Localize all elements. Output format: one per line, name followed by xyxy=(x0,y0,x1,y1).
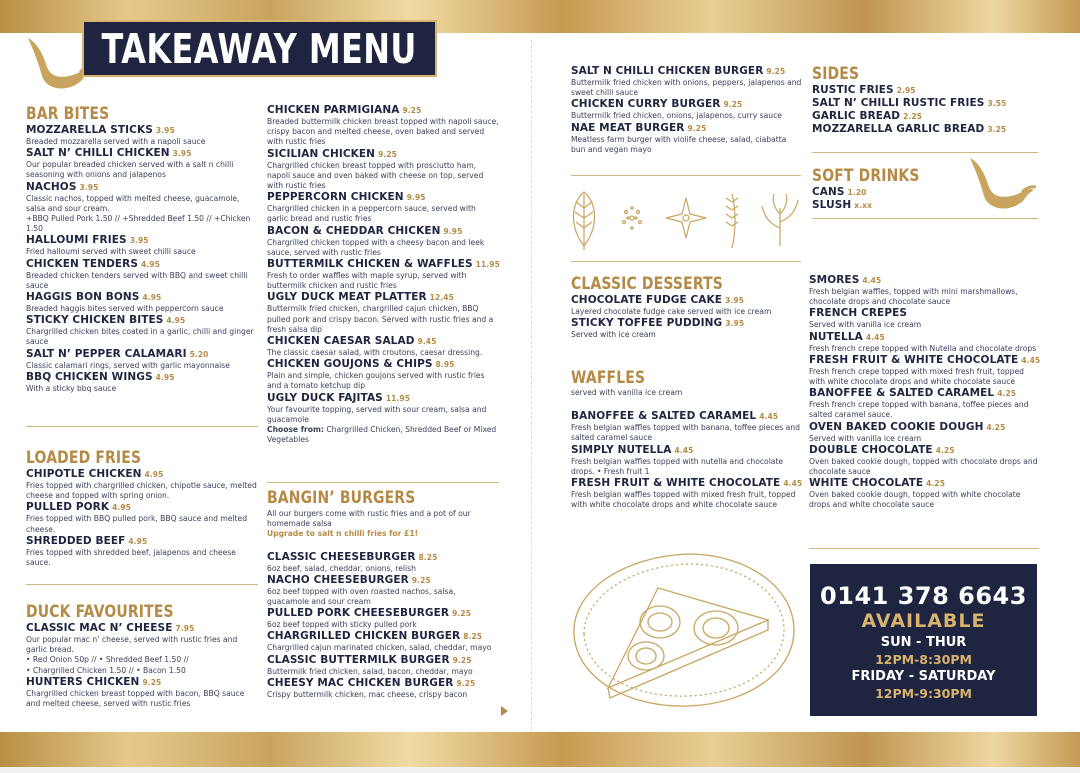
item-name: NUTELLA xyxy=(809,330,863,343)
item-desc: Breaded mozzarella served with a napoli sauce xyxy=(26,137,206,146)
item-price: 9.25 xyxy=(142,677,162,687)
item-name: UGLY DUCK MEAT PLATTER xyxy=(267,291,427,304)
item-name: CHICKEN TENDERS xyxy=(26,257,139,270)
item-price: 9.25 xyxy=(452,655,472,665)
soft-drinks-title: SOFT DRINKS xyxy=(812,166,920,186)
item-desc: Buttermilk fried chicken, salad, bacon, cheddar, mayo xyxy=(267,666,473,676)
duck-item xyxy=(26,622,258,676)
item-price: 3.95 xyxy=(155,126,175,135)
soft-drinks-section xyxy=(812,166,962,212)
item-name: SALT N’ PEPPER CALAMARI xyxy=(26,347,187,360)
soft-drinks-list xyxy=(812,186,962,212)
item-name: CHICKEN CAESAR SALAD xyxy=(267,335,415,348)
item-desc: Oven baked cookie dough, topped with white chocolate drops and white chocolate sauce xyxy=(809,490,1021,510)
item-price: 5.20 xyxy=(189,349,209,359)
sides-title: SIDES xyxy=(812,64,860,84)
menu-item xyxy=(267,225,499,258)
choose-label: Choose from: xyxy=(267,425,324,435)
item-price: 4.45 xyxy=(674,445,694,455)
item-price: 4.95 xyxy=(128,536,148,546)
item-name: CHICKEN PARMIGIANA xyxy=(267,104,400,116)
item-name: CLASSIC MAC N’ CHEESE xyxy=(26,622,173,634)
item-price: 3.95 xyxy=(79,182,99,192)
menu-item xyxy=(809,331,1041,354)
item-price: 8.95 xyxy=(435,360,455,370)
item-name: HAGGIS BON BONS xyxy=(26,291,140,304)
item-price: 9.25 xyxy=(452,609,472,619)
item-name: SICILIAN CHICKEN xyxy=(267,147,376,160)
menu-item xyxy=(267,392,499,425)
menu-item xyxy=(809,421,1041,444)
menu-item xyxy=(812,199,962,212)
duck-favourites-section xyxy=(26,602,258,709)
item-price: 4.95 xyxy=(142,293,162,303)
burgers-section xyxy=(267,488,499,700)
desserts-right-list xyxy=(809,274,1041,511)
waffles-title: WAFFLES xyxy=(571,368,646,388)
item-name: SHREDDED BEEF xyxy=(26,534,126,547)
burgers-upgrade: Upgrade to salt n chilli fries for £1! xyxy=(267,529,419,539)
item-name: MOZZARELLA STICKS xyxy=(26,124,153,136)
item-desc: Chargrilled chicken topped with a cheesy bacon and leek sauce, served with rustic fries xyxy=(267,237,485,257)
item-price: 9.45 xyxy=(417,337,437,347)
bar-bites-section xyxy=(26,104,258,394)
divider xyxy=(571,261,801,262)
menu-item xyxy=(267,148,499,192)
item-desc: 6oz beef topped with oven roasted nachos, salsa, guacamole and sour cream xyxy=(267,586,456,607)
item-desc: Buttermilk fried chicken with onions, peppers, jalapenos and sweet chilli sauce xyxy=(571,78,802,98)
menu-item xyxy=(26,371,258,394)
menu-item xyxy=(26,258,258,291)
item-desc: Crispy buttermilk chicken, mac cheese, crispy bacon xyxy=(267,689,468,699)
item-name: CHEESY MAC CHICKEN BURGER xyxy=(267,676,454,689)
divider xyxy=(26,584,258,585)
loaded-fries-title: LOADED FRIES xyxy=(26,448,142,468)
item-desc: 6oz beef, salad, cheddar, onions, relish xyxy=(267,563,416,573)
item-price: 4.45 xyxy=(1021,355,1041,365)
item-price: 2.25 xyxy=(903,112,922,121)
item-price: x.xx xyxy=(854,201,873,210)
item-desc: Chargrilled chicken breast topped with bacon, BBQ sauce and melted cheese, served with rustic fries xyxy=(26,688,245,709)
goose-icon xyxy=(968,154,1038,212)
item-extras: +BBQ Pulled Pork 1.50 // +Shredded Beef 1.50 // +Chicken 1.50 xyxy=(26,214,251,234)
menu-item xyxy=(571,317,803,340)
item-name: HALLOUMI FRIES xyxy=(26,234,127,247)
item-name: BUTTERMILK CHICKEN & WAFFLES xyxy=(267,258,473,271)
menu-item xyxy=(267,630,499,653)
item-price: 4.45 xyxy=(862,276,882,285)
item-name: DOUBLE CHOCOLATE xyxy=(809,443,933,456)
item-desc: The classic caesar salad, with croutons, caesar dressing. xyxy=(267,348,483,358)
item-desc: Served with ice cream xyxy=(571,330,656,340)
item-name: CANS xyxy=(812,186,845,198)
page-title: TAKEAWAY MENU xyxy=(101,24,418,73)
item-name: STICKY CHICKEN BITES xyxy=(26,314,164,327)
item-desc: Fresh french crepe topped with Nutella and chocolate drops xyxy=(809,343,1037,353)
item-desc: Classic nachos, topped with melted cheese, guacamole, salsa and sour cream. xyxy=(26,193,240,213)
menu-item xyxy=(812,110,1040,123)
menu-item xyxy=(267,551,499,574)
item-price: 8.25 xyxy=(418,552,438,562)
item-name: HUNTERS CHICKEN xyxy=(26,675,140,688)
item-desc: Our popular mac n’ cheese, served with rustic fries and garlic bread. xyxy=(26,635,238,655)
item-desc: 6oz beef topped with sticky pulled pork xyxy=(267,620,417,630)
fig-tart-illustration xyxy=(568,548,800,718)
menu-item xyxy=(267,258,499,291)
menu-item xyxy=(809,274,1041,307)
item-name: CHICKEN CURRY BURGER xyxy=(571,98,721,111)
loaded-fries-section xyxy=(26,448,258,568)
waffles-section xyxy=(571,368,803,510)
burgers-intro: All our burgers come with rustic fries and a pot of our homemade salsa xyxy=(267,509,471,529)
item-desc: Fries topped with BBQ pulled pork, BBQ sauce and melted cheese. xyxy=(26,514,248,534)
bar-bites-list xyxy=(26,124,258,394)
menu-item xyxy=(26,501,258,534)
item-price: 9.25 xyxy=(411,575,431,585)
item-name: NAE MEAT BURGER xyxy=(571,121,685,134)
item-price: 4.95 xyxy=(141,259,160,269)
item-price: 9.25 xyxy=(766,67,786,76)
item-price: 4.95 xyxy=(166,316,186,326)
item-name: STICKY TOFFEE PUDDING xyxy=(571,317,723,330)
item-price: 9.95 xyxy=(406,193,426,203)
item-price: 9.95 xyxy=(443,226,463,236)
menu-item xyxy=(26,124,258,147)
page-fold xyxy=(531,40,532,730)
item-desc: Buttermilk fried chicken, chargrilled cajun chicken, BBQ pulled pork and crispy bacon. Served with rustic fries and a fresh salsa dip xyxy=(267,304,494,334)
divider xyxy=(809,548,1039,549)
item-price: 1.20 xyxy=(847,188,867,197)
item-name: SALT N’ CHILLI RUSTIC FRIES xyxy=(812,97,985,109)
item-desc: Your favourite topping, served with sour cream, salsa and guacamole xyxy=(267,404,487,424)
item-desc: Classic calamari rings, served with garlic mayonnaise xyxy=(26,360,230,370)
contact-box xyxy=(810,564,1037,716)
menu-item xyxy=(812,97,1040,110)
item-desc: Served with vanilla ice cream xyxy=(809,433,922,443)
item-desc: Fresh belgian waffles topped with nutella and chocolate drops. • Fresh fruit 1 xyxy=(571,456,784,476)
item-desc: Fresh belgian waffles, topped with mini marshmallows, chocolate drops and chocolate sauce xyxy=(809,287,1018,307)
item-desc: Breaded buttermilk chicken breast topped with napoli sauce, crispy bacon and melted cheese, oven baked and served with rustic fries xyxy=(267,117,499,147)
menu-item xyxy=(267,335,499,358)
item-extras: • Chargrilled Chicken 1.50 // • Bacon 1.50 xyxy=(26,665,186,675)
item-desc: Chargrilled chicken breast topped with prosciutto ham, napoli sauce and oven baked with cheese on top, served with rustic fries xyxy=(267,160,484,191)
bottom-gold-band xyxy=(0,732,1080,767)
item-price: 9.25 xyxy=(456,678,476,688)
item-price: 3.95 xyxy=(725,296,744,305)
item-name: PULLED PORK CHEESEBURGER xyxy=(267,607,450,620)
item-price: 4.25 xyxy=(935,445,955,455)
item-name: SALT N’ CHILLI CHICKEN xyxy=(26,147,170,160)
mains-list xyxy=(267,104,499,425)
item-desc: Chargrilled chicken in a peppercorn sauce, served with garlic bread and rustic fries xyxy=(267,204,476,224)
item-name: CHARGRILLED CHICKEN BURGER xyxy=(267,630,461,643)
item-price: 3.25 xyxy=(987,125,1007,134)
item-price: 9.25 xyxy=(687,123,707,133)
herbs-illustration xyxy=(566,188,806,252)
item-desc: Fresh french crepe topped with banana, toffee pieces and salted caramel sauce. xyxy=(809,400,1029,420)
hours-sun-thur: 12PM-8:30PM xyxy=(875,652,972,667)
more-burgers-section xyxy=(571,65,803,155)
item-price: 4.25 xyxy=(986,422,1006,432)
menu-item xyxy=(571,294,803,317)
item-name: BANOFFEE & SALTED CARAMEL xyxy=(571,410,757,423)
item-desc: Fresh to order waffles with maple syrup, served with buttermilk chicken and rustic fries xyxy=(267,271,467,291)
desserts-right-section xyxy=(809,274,1041,511)
divider xyxy=(571,175,801,176)
menu-item xyxy=(571,65,803,98)
menu-item xyxy=(812,123,1040,136)
item-price: 4.95 xyxy=(144,470,164,479)
duck-item xyxy=(26,676,258,709)
item-name: GARLIC BREAD xyxy=(812,110,901,122)
days-fri-sat: FRIDAY - SATURDAY xyxy=(851,669,996,684)
waffles-intro: served with vanilla ice cream xyxy=(571,388,683,397)
item-desc: Meatless farm burger with violife cheese, salad, ciabatta bun and vegan mayo xyxy=(571,134,787,154)
item-name: FRENCH CREPES xyxy=(809,307,908,320)
menu-item xyxy=(809,387,1041,420)
item-desc: Chargrilled cajun marinated chicken, salad, cheddar, mayo xyxy=(267,643,492,653)
menu-item xyxy=(812,84,1040,97)
waffles-list xyxy=(571,410,803,510)
item-name: PULLED PORK xyxy=(26,501,110,514)
menu-item xyxy=(26,291,258,314)
item-price: 9.25 xyxy=(723,100,743,110)
menu-item xyxy=(809,354,1041,387)
item-price: 11.95 xyxy=(475,260,500,270)
more-burgers-list xyxy=(571,65,803,155)
bottom-strip xyxy=(0,767,1080,773)
sides-section xyxy=(812,64,1040,136)
menu-item xyxy=(26,234,258,257)
bar-bites-title: BAR BITES xyxy=(26,104,110,124)
days-sun-thur: SUN - THUR xyxy=(880,635,967,650)
desserts-section xyxy=(571,274,803,340)
mains-section xyxy=(267,104,499,445)
item-price: 4.45 xyxy=(865,332,885,342)
menu-item xyxy=(26,535,258,568)
item-price: 9.25 xyxy=(378,149,397,159)
item-name: CHOCOLATE FUDGE CAKE xyxy=(571,294,723,306)
item-price: 3.95 xyxy=(172,149,192,159)
item-name: NACHO CHEESEBURGER xyxy=(267,573,409,586)
item-name: CHIPOTLE CHICKEN xyxy=(26,468,142,480)
item-name: FRESH FRUIT & WHITE CHOCOLATE xyxy=(809,353,1019,366)
item-price: 7.95 xyxy=(175,624,195,633)
item-name: SMORES xyxy=(809,274,860,286)
item-desc: With a sticky bbq sauce xyxy=(26,383,117,393)
hours-fri-sat: 12PM-9:30PM xyxy=(875,686,972,701)
item-price: 3.95 xyxy=(725,319,745,329)
divider xyxy=(812,152,1038,153)
divider xyxy=(812,218,1038,219)
item-name: WHITE CHOCOLATE xyxy=(809,477,924,490)
divider xyxy=(26,426,258,427)
menu-item xyxy=(26,468,258,501)
item-price: 4.95 xyxy=(155,372,175,382)
menu-item xyxy=(809,477,1041,510)
item-desc: Breaded chicken tenders served with BBQ and sweet chilli sauce xyxy=(26,270,248,290)
menu-item xyxy=(571,98,803,121)
desserts-list xyxy=(571,294,803,340)
menu-item xyxy=(267,654,499,677)
item-desc: Plain and simple, chicken goujons served with rustic fries and a tomato ketchup dip xyxy=(267,371,485,391)
item-price: 12.45 xyxy=(429,293,454,303)
menu-item xyxy=(571,444,803,477)
item-price: 3.95 xyxy=(129,236,149,246)
item-price: 3.55 xyxy=(987,99,1007,108)
item-desc: Our popular breaded chicken served with a salt n chilli seasoning with onions and jalapenos xyxy=(26,160,234,180)
item-name: FRESH FRUIT & WHITE CHOCOLATE xyxy=(571,477,781,490)
menu-item xyxy=(267,607,499,630)
item-name: PEPPERCORN CHICKEN xyxy=(267,191,404,204)
item-name: BACON & CHEDDAR CHICKEN xyxy=(267,224,441,237)
menu-item xyxy=(267,574,499,607)
item-desc: Breaded haggis bites served with peppercorn sauce xyxy=(26,304,224,314)
fajitas-choose xyxy=(267,425,499,445)
menu-item xyxy=(571,122,803,155)
menu-item xyxy=(26,314,258,347)
item-name: BANOFFEE & SALTED CARAMEL xyxy=(809,387,995,400)
item-price: 2.95 xyxy=(896,86,916,95)
item-price: 4.95 xyxy=(112,503,131,513)
item-name: NACHOS xyxy=(26,180,77,193)
menu-item xyxy=(812,186,962,199)
item-desc: Buttermilk fried chicken, onions, jalapenos, curry sauce xyxy=(571,111,782,121)
desserts-title: CLASSIC DESSERTS xyxy=(571,274,723,294)
available-label: AVAILABLE xyxy=(861,610,986,632)
menu-item xyxy=(571,477,803,510)
item-price: 4.25 xyxy=(997,389,1017,399)
loaded-fries-list xyxy=(26,468,258,568)
item-desc: Layered chocolate fudge cake served with ice cream xyxy=(571,307,772,316)
menu-item xyxy=(267,191,499,224)
item-price: 11.95 xyxy=(385,393,411,403)
item-extras: • Red Onion 50p // • Shredded Beef 1.50 // xyxy=(26,655,189,665)
item-name: CLASSIC CHEESEBURGER xyxy=(267,550,416,563)
menu-item xyxy=(809,444,1041,477)
item-name: RUSTIC FRIES xyxy=(812,84,894,96)
menu-item xyxy=(26,348,258,371)
item-name: UGLY DUCK FAJITAS xyxy=(267,391,383,404)
burgers-title: BANGIN’ BURGERS xyxy=(267,488,416,508)
menu-item xyxy=(571,410,803,443)
item-name: MOZZARELLA GARLIC BREAD xyxy=(812,123,985,135)
item-desc: Fresh french crepe topped with mixed fresh fruit, topped with white chocolate drops and white chocolate sauce xyxy=(809,366,1024,387)
item-desc: Fries topped with chargrilled chicken, chipotle sauce, melted cheese and topped with spring onion. xyxy=(26,481,257,501)
item-price: 4.45 xyxy=(783,479,803,489)
item-name: CLASSIC BUTTERMILK BURGER xyxy=(267,653,450,666)
item-name: SALT N CHILLI CHICKEN BURGER xyxy=(571,65,764,77)
item-desc: Fried halloumi served with sweet chilli sauce xyxy=(26,247,196,257)
duck-favourites-title: DUCK FAVOURITES xyxy=(26,602,174,622)
menu-item xyxy=(267,677,499,700)
item-price: 9.25 xyxy=(402,106,422,115)
menu-item xyxy=(267,291,499,335)
menu-item xyxy=(267,358,499,391)
item-name: BBQ CHICKEN WINGS xyxy=(26,370,153,383)
item-name: OVEN BAKED COOKIE DOUGH xyxy=(809,420,984,433)
sides-list xyxy=(812,84,1040,136)
item-price: 4.45 xyxy=(759,412,779,422)
phone-number[interactable]: 0141 378 6643 xyxy=(820,582,1027,610)
divider xyxy=(267,482,499,483)
menu-item xyxy=(26,181,258,235)
burgers-list xyxy=(267,551,499,700)
item-desc: Fries topped with shredded beef, jalapenos and cheese sauce. xyxy=(26,547,236,568)
menu-item xyxy=(267,104,499,148)
item-desc: Served with vanilla ice cream xyxy=(809,320,922,330)
continue-arrow-icon xyxy=(501,706,508,716)
item-name: SIMPLY NUTELLA xyxy=(571,443,672,456)
item-name: SLUSH xyxy=(812,199,852,211)
menu-item xyxy=(809,307,1041,330)
title-box xyxy=(82,20,437,77)
item-name: CHICKEN GOUJONS & CHIPS xyxy=(267,358,433,371)
menu-item xyxy=(26,147,258,180)
item-price: 8.25 xyxy=(463,632,483,642)
item-price: 4.25 xyxy=(926,479,946,489)
choose-options: Chargrilled Chicken, Shredded Beef or Mixed Vegetables xyxy=(267,425,497,445)
item-desc: Chargrilled chicken bites coated in a garlic, chilli and ginger sauce xyxy=(26,327,254,347)
item-desc: Oven baked cookie dough, topped with chocolate drops and chocolate sauce xyxy=(809,456,1038,477)
item-desc: Fresh belgian waffles topped with mixed fresh fruit, topped with white chocolate drops and white chocolate sauce xyxy=(571,490,796,510)
item-desc: Fresh belgian waffles topped with banana, toffee pieces and salted caramel sauce xyxy=(571,423,800,443)
